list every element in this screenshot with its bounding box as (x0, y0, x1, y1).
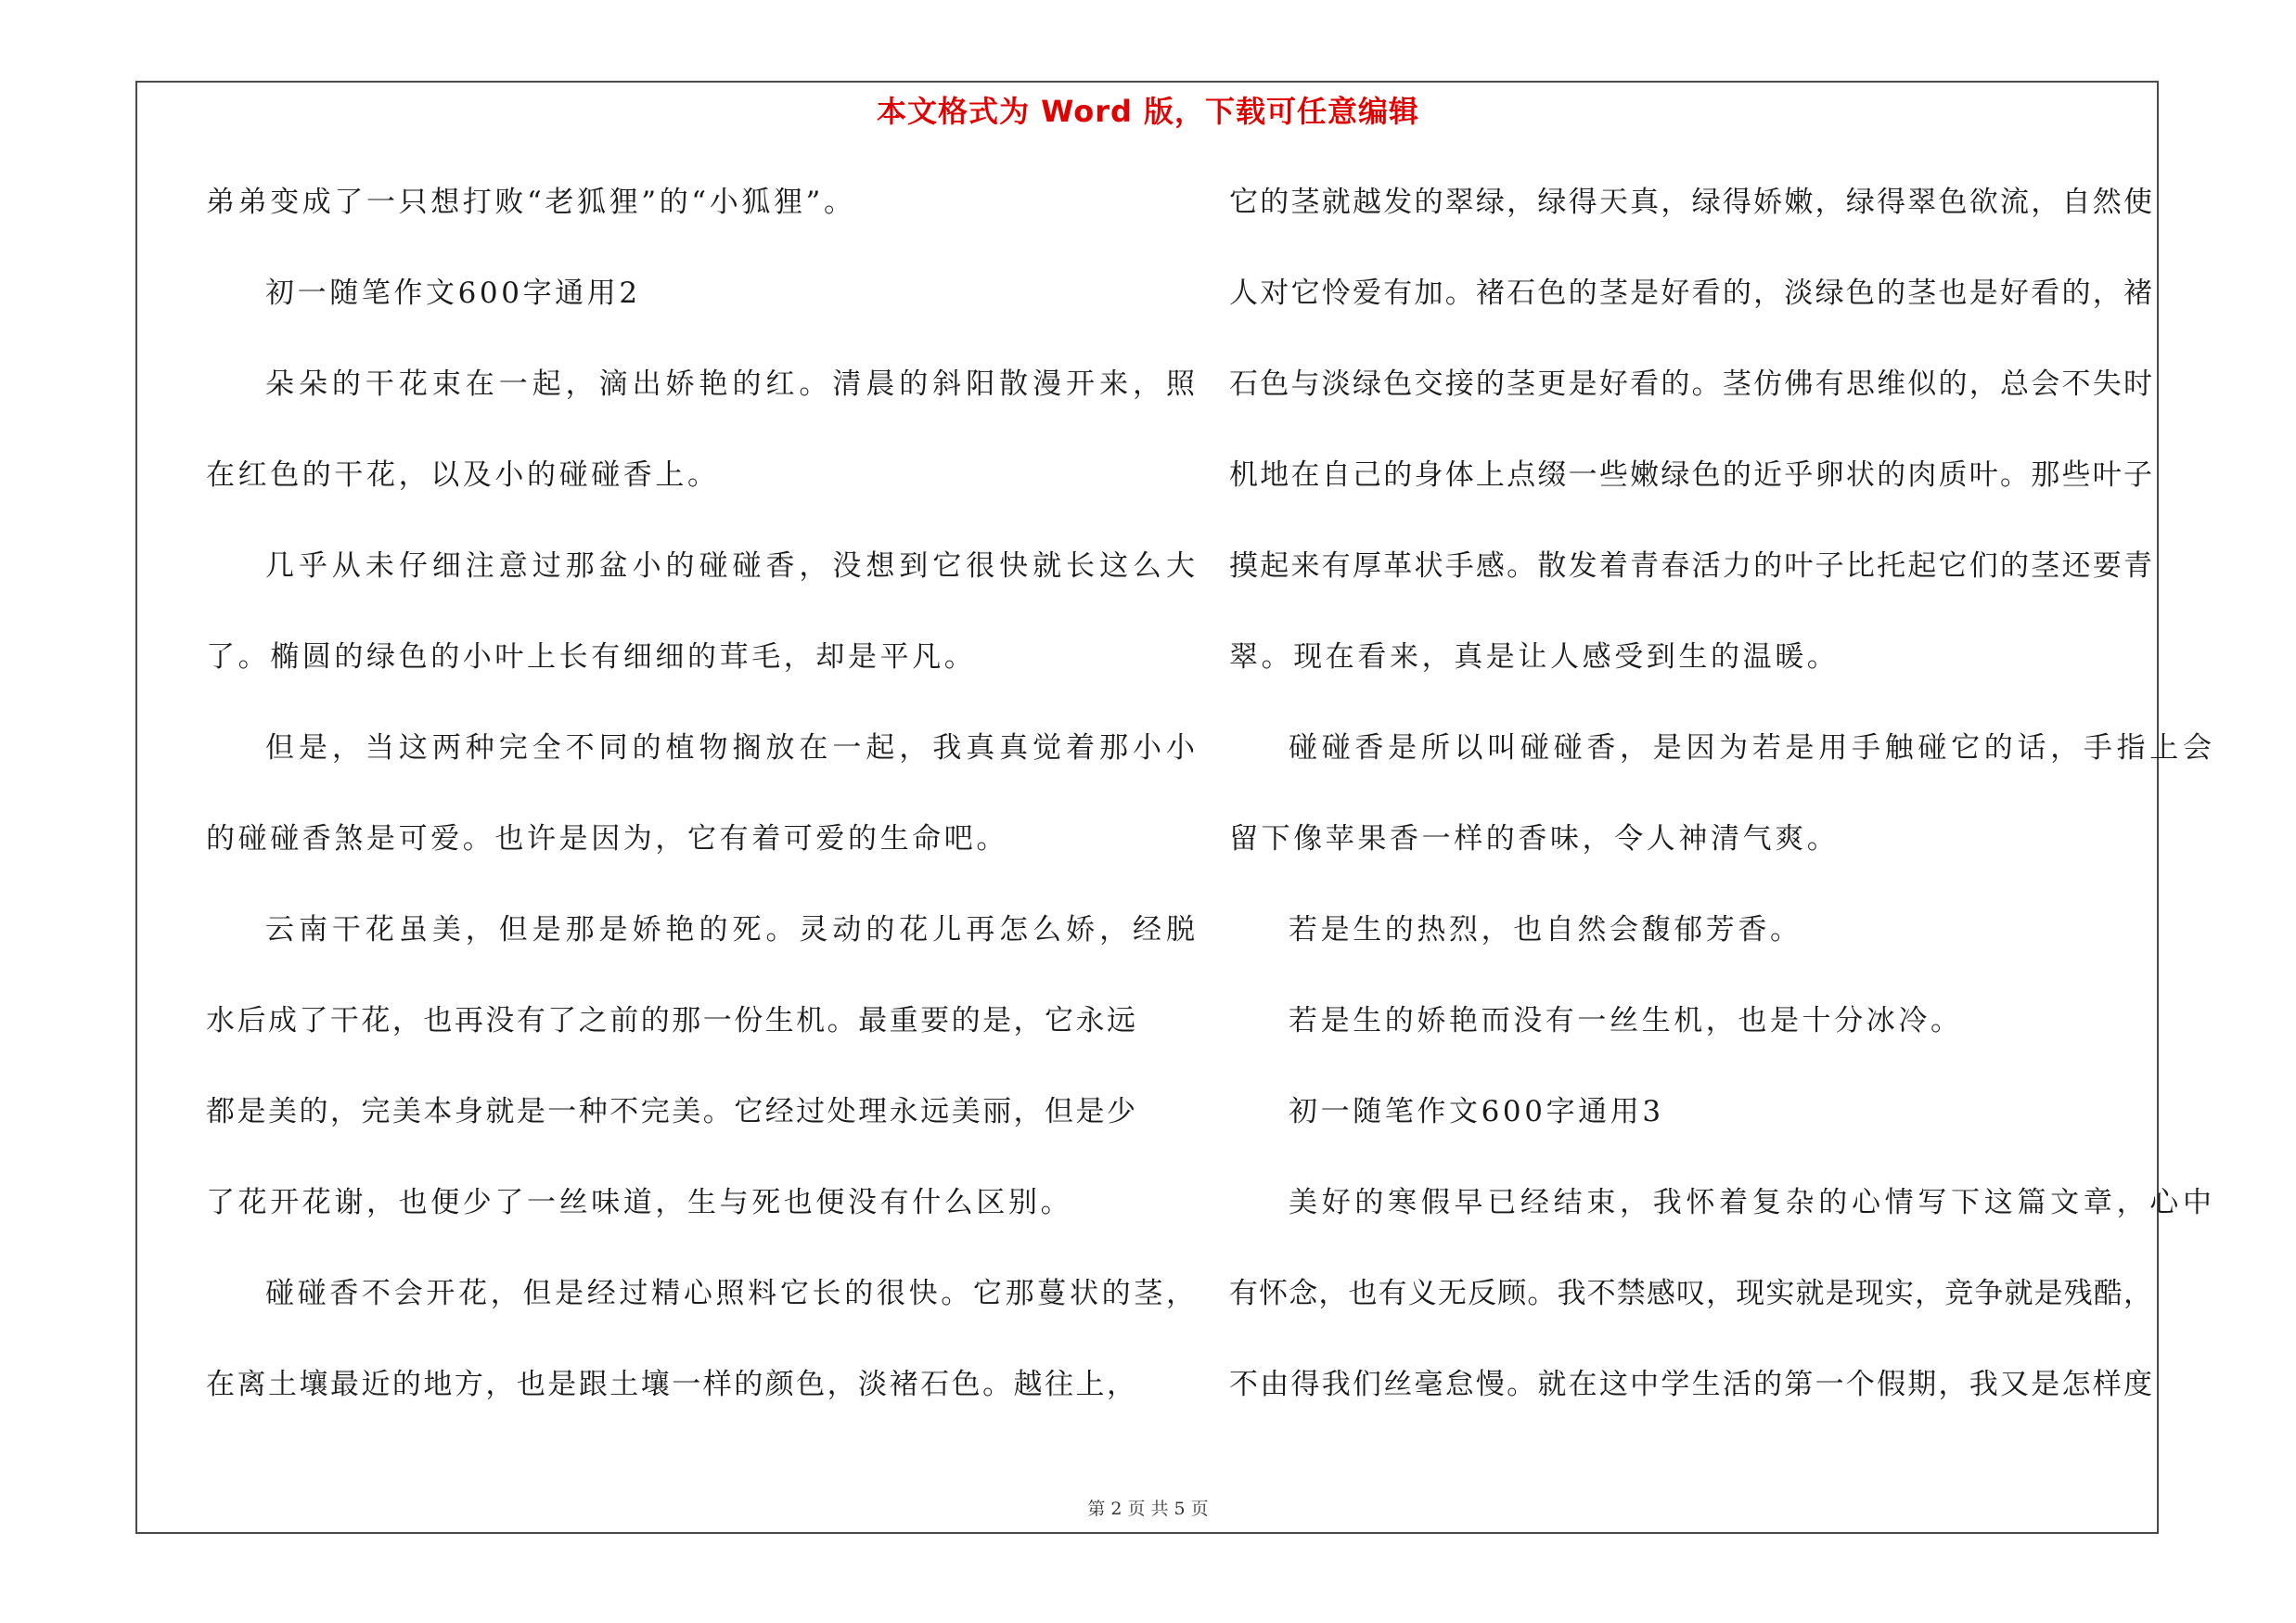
text-line: 机地在自己的身体上点缀一些嫩绿色的近乎卵状的肉质叶。那些叶子 (1229, 458, 2152, 492)
text-line: 若是生的热烈，也自然会馥郁芳香。 (1289, 913, 1802, 947)
text-line: 在红色的干花，以及小的碰碰香上。 (206, 458, 720, 492)
text-line: 水后成了干花，也再没有了之前的那一份生机。最重要的是，它永远 (206, 1004, 1135, 1037)
text-line: 弟弟变成了一只想打败“老狐狸”的“小狐狸”。 (206, 186, 856, 219)
text-line: 但是，当这两种完全不同的植物搁放在一起，我真真觉着那小小 (265, 731, 1195, 765)
section-heading: 初一随笔作文600字通用3 (1289, 1095, 1664, 1128)
text-line: 了花开花谢，也便少了一丝味道，生与死也便没有什么区别。 (206, 1186, 1073, 1219)
header-banner: 本文格式为 Word 版，下载可任意编辑 (876, 94, 1420, 129)
text-line: 它的茎就越发的翠绿，绿得天真，绿得娇嫩，绿得翠色欲流，自然使 (1229, 186, 2152, 219)
text-line: 若是生的娇艳而没有一丝生机，也是十分冰冷。 (1289, 1004, 1963, 1037)
text-line: 翠。现在看来，真是让人感受到生的温暖。 (1229, 640, 1840, 674)
section-heading: 初一随笔作文600字通用2 (265, 277, 641, 310)
text-line: 云南干花虽美，但是那是娇艳的死。灵动的花儿再怎么娇，经脱 (265, 913, 1195, 947)
text-line: 了。椭圆的绿色的小叶上长有细细的茸毛，却是平凡。 (206, 640, 977, 674)
text-line: 都是美的，完美本身就是一种不完美。它经过处理永远美丽，但是少 (206, 1095, 1135, 1128)
text-line: 的碰碰香煞是可爱。也许是因为，它有着可爱的生命吧。 (206, 822, 1008, 856)
text-line: 在离土壤最近的地方，也是跟土壤一样的颜色，淡褚石色。越往上， (206, 1368, 1135, 1401)
text-line: 不由得我们丝毫怠慢。就在这中学生活的第一个假期，我又是怎样度 (1229, 1368, 2152, 1401)
text-line: 美好的寒假早已经结束，我怀着复杂的心情写下这篇文章，心中 (1289, 1186, 2212, 1219)
text-line: 有怀念，也有义无反顾。我不禁感叹，现实就是现实，竞争就是残酷， (1229, 1277, 2152, 1310)
text-line: 碰碰香不会开花，但是经过精心照料它长的很快。它那蔓状的茎， (265, 1277, 1195, 1310)
text-line: 碰碰香是所以叫碰碰香，是因为若是用手触碰它的话，手指上会 (1289, 731, 2212, 765)
text-line: 几乎从未仔细注意过那盆小的碰碰香，没想到它很快就长这么大 (265, 549, 1195, 583)
text-line: 朵朵的干花束在一起，滴出娇艳的红。清晨的斜阳散漫开来，照 (265, 367, 1195, 401)
text-line: 石色与淡绿色交接的茎更是好看的。茎仿佛有思维似的，总会不失时 (1229, 367, 2152, 401)
text-line: 留下像苹果香一样的香味，令人神清气爽。 (1229, 822, 1840, 856)
text-line: 人对它怜爱有加。褚石色的茎是好看的，淡绿色的茎也是好看的，褚 (1229, 277, 2152, 310)
page-number-footer: 第 2 页 共 5 页 (1087, 1499, 1209, 1519)
text-line: 摸起来有厚革状手感。散发着青春活力的叶子比托起它们的茎还要青 (1229, 549, 2152, 583)
